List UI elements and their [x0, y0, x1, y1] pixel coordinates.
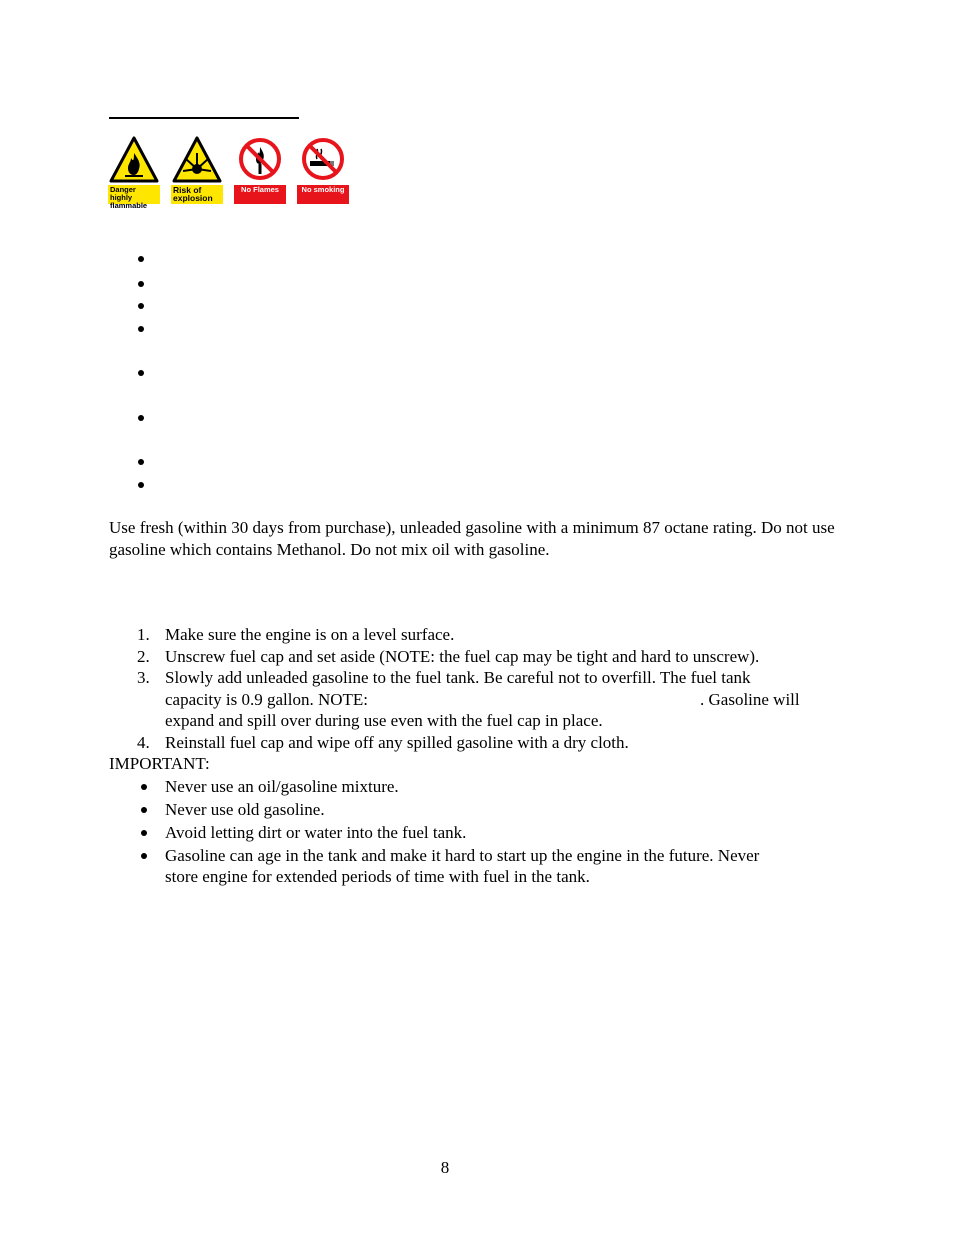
list-item: Avoid letting dirt or water into the fuel tank. — [165, 823, 467, 842]
bullet — [138, 281, 144, 287]
list-item: Never use old gasoline. — [165, 800, 325, 819]
sign-label: Risk of explosion — [171, 185, 223, 204]
step-text: Reinstall fuel cap and wipe off any spilled gasoline with a dry cloth. — [165, 733, 629, 752]
step-text: Unscrew fuel cap and set aside (NOTE: the fuel cap may be tight and hard to unscrew). — [165, 647, 760, 666]
bullet — [138, 459, 144, 465]
bullet — [141, 853, 147, 859]
step-text: Make sure the engine is on a level surface. — [165, 625, 455, 644]
page-number: 8 — [440, 1158, 450, 1177]
step-text: Slowly add unleaded gasoline to the fuel tank. Be careful not to overfill. The fuel tank — [165, 668, 751, 687]
step-text: capacity is 0.9 gallon. NOTE: — [165, 690, 369, 709]
list-item: Never use an oil/gasoline mixture. — [165, 777, 399, 796]
explosion-warning-icon — [171, 135, 223, 185]
bullet — [141, 784, 147, 790]
bullet — [138, 482, 144, 488]
bullet — [138, 415, 144, 421]
fuel-paragraph: Use fresh (within 30 days from purchase), unleaded gasoline with a minimum 87 octane rating. Do not use gasoline which contains Methanol. Do not mix oil with gasoline. — [109, 518, 835, 559]
sign-no-flames — [234, 135, 286, 205]
sign-label: No Flames — [234, 185, 286, 204]
step-number: 2. — [137, 647, 150, 666]
bullet — [138, 326, 144, 332]
bullet — [138, 256, 144, 262]
list-item: Gasoline can age in the tank and make it hard to start up the engine in the future. Never — [165, 846, 760, 865]
bullet — [141, 807, 147, 813]
bullet — [138, 303, 144, 309]
flammable-warning-icon — [108, 135, 160, 185]
step-number: 3. — [137, 668, 150, 687]
important-label: IMPORTANT: — [109, 754, 210, 773]
sign-no-smoking — [297, 135, 349, 205]
list-item: store engine for extended periods of time with fuel in the tank. — [165, 867, 590, 886]
step-text: . Gasoline will — [700, 690, 800, 709]
sign-explosion — [171, 135, 223, 205]
heading-underline — [109, 117, 299, 119]
no-flames-icon — [234, 135, 286, 185]
step-number: 1. — [137, 625, 150, 644]
sign-label: No smoking — [297, 185, 349, 204]
bullet — [138, 370, 144, 376]
step-number: 4. — [137, 733, 150, 752]
no-smoking-icon — [297, 135, 349, 185]
sign-label: Danger highly flammable — [108, 185, 160, 204]
step-text: expand and spill over during use even with the fuel cap in place. — [165, 711, 603, 730]
sign-flammable — [108, 135, 160, 210]
bullet — [141, 830, 147, 836]
